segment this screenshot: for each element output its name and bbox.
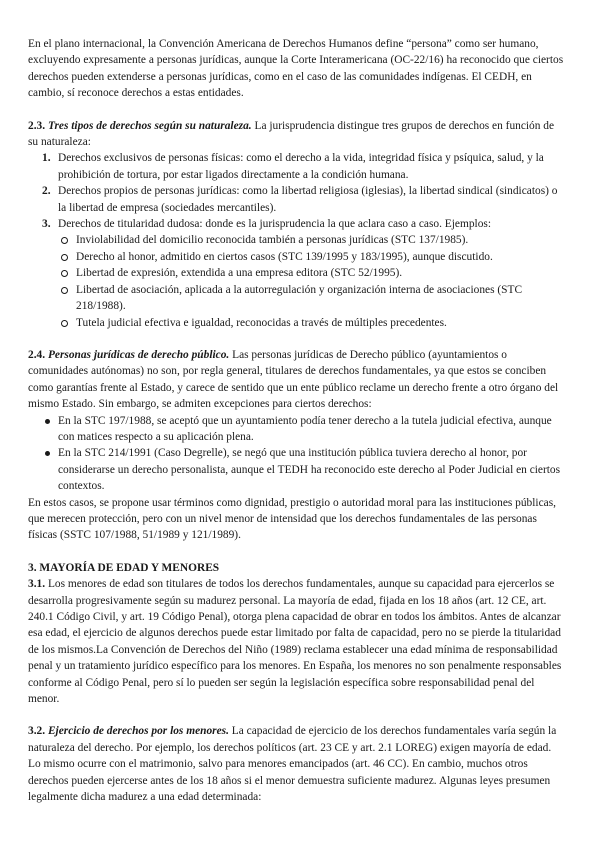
section-2-4-intro: 2.4. Personas jurídicas de derecho público. Las personas jurídicas de Derecho público (ayuntamientos o comunidades autónomas) no son, por regla general, titulares de derechos fundamentales, ya que estos se conciben como garantías frente al Estado, y carece de sentido que un ente público reclame un derecho frente a otro órgano del mismo Estado. Sin embargo, se admiten excepciones para ciertos derechos:: [28, 348, 559, 411]
circle-bullet-icon: [61, 270, 68, 277]
list-item: En la STC 214/1991 (Caso Degrelle), se negó que una institución pública tuviera derecho al honor, por considerarse un derecho personalista, aunque el TEDH ha reconocido este derecho al Poder Judicial en ciertos contextos.: [28, 445, 564, 494]
section-2-4-heading: 2.4. Personas jurídicas de derecho público.: [28, 348, 230, 361]
list-item: Inviolabilidad del domicilio reconocida también a personas jurídicas (STC 137/1985).: [58, 232, 564, 248]
circle-bullet-icon: [61, 237, 68, 244]
list-item: 2. Derechos propios de personas jurídicas: como la libertad religiosa (iglesias), la libertad sindical (sindicatos) o la libertad de empresa (sociedades mercantiles).: [42, 185, 558, 214]
section-2-4-closing: En estos casos, se propone usar términos como dignidad, prestigio o autoridad moral para las instituciones públicas, que merecen protección, pero con un nivel menor de intensidad que los derechos fundamentales de las personas físicas (SSTC 107/1988, 51/1989 y 121/1989).: [28, 496, 556, 542]
bullet-icon: [45, 451, 50, 456]
list-item: Libertad de asociación, aplicada a la autorregulación y organización interna de asociaciones (STC 218/1988).: [58, 282, 564, 315]
paragraph-intro: En el plano internacional, la Convención Americana de Derechos Humanos define “persona” como ser humano, excluyendo expresamente a personas jurídicas, aunque la Corte Interamericana (OC-22/16) ha reconocido que ciertos derechos pueden extenderse a personas jurídicas, como en el caso de las comunidades indígenas. El CEDH, en cambio, sí reconoce derechos a estas entidades.: [28, 38, 564, 100]
circle-bullet-icon: [61, 287, 68, 294]
section-3-1-paragraph: 3.1. Los menores de edad son titulares de todos los derechos fundamentales, aunque su capacidad para ejercerlos se desarrolla progresivamente según su madurez personal. La mayoría de edad, fijada en los 18 años (art. 12 CE, art. 240.1 Código Civil, y art. 19 Código Penal), otorga plena capacidad de obrar en todos los ámbitos. Antes de alcanzar esa edad, el ejercicio de algunos derechos puede estar limitado por falta de capacidad, pero no se pierde la titularidad de los mismos.La Convención de Derechos del Niño (1989) reclama establecer una edad mínima de responsabilidad penal y un tratamiento jurídico específico para los menores. En España, los menores no son penalmente responsables conforme al Código Penal, pero sí lo pueden ser según la legislación específica sobre responsabilidad penal del menor.: [28, 578, 562, 706]
list-item: Libertad de expresión, extendida a una empresa editora (STC 52/1995).: [58, 265, 564, 281]
section-3-2-heading: 3.2. Ejercicio de derechos por los menores.: [28, 725, 229, 738]
bullet-icon: [45, 419, 50, 424]
section-2-3-heading: 2.3. Tres tipos de derechos según su naturaleza.: [28, 119, 252, 132]
list-item: 3. Derechos de titularidad dudosa: donde es la jurisprudencia la que aclara caso a caso. Ejemplos: Inviolabilidad del domicilio reconocida también a personas jurídicas (STC 137/1985). Derecho al honor, admitido en ciertos casos (STC 139/1995 y 183/1995), aunque discutido. Libertad de expresión, extendida a una empresa editora (STC 52/1995). Libertad de asociación, aplicada a la autorregulación y organización interna de asociaciones (STC 218/1988). Tutela judicial efectiva e igualdad, reconocidas a través de múltiples precedentes.: [28, 216, 564, 331]
list-item: Derecho al honor, admitido en ciertos casos (STC 139/1995 y 183/1995), aunque discutido.: [58, 249, 564, 265]
exceptions-list: [28, 413, 564, 495]
examples-list: [58, 232, 564, 330]
circle-bullet-icon: [61, 254, 68, 261]
section-3-heading: 3. MAYORÍA DE EDAD Y MENORES: [28, 561, 220, 574]
list-item: 1. Derechos exclusivos de personas físicas: como el derecho a la vida, integridad física y psíquica, salud, y la prohibición de tortura, por estar ligados directamente a la condición humana.: [42, 152, 544, 181]
circle-bullet-icon: [61, 320, 68, 327]
section-3-2-paragraph: 3.2. Ejercicio de derechos por los menores. La capacidad de ejercicio de los derechos fundamentales varía según la naturaleza del derecho. Por ejemplo, los derechos políticos (art. 23 CE y art. 2.1 LOREG) exigen mayoría de edad. Lo mismo ocurre con el matrimonio, salvo para menores emancipados (art. 46 CC). En cambio, muchos otros derechos pueden ejercerse antes de los 18 años si el menor demuestra suficiente madurez. Algunas leyes presumen legalmente dicha madurez a una edad determinada:: [28, 725, 557, 804]
section-2-3-intro: 2.3. Tres tipos de derechos según su naturaleza. La jurisprudencia distingue tres grupos de derechos en función de su naturaleza:: [28, 119, 555, 149]
list-item: Tutela judicial efectiva e igualdad, reconocidas a través de múltiples precedentes.: [58, 315, 564, 331]
rights-types-list: [28, 150, 564, 330]
list-item: En la STC 197/1988, se aceptó que un ayuntamiento podía tener derecho a la tutela judicial efectiva, aunque con matices respecto a su aplicación plena.: [28, 413, 564, 446]
